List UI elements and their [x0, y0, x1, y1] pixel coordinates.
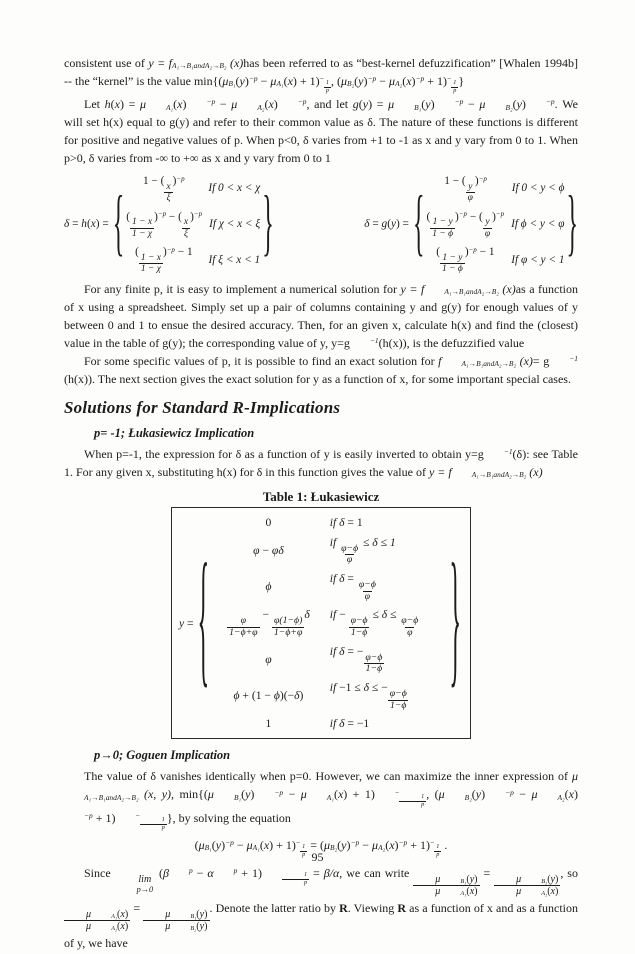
equation-label: δ = h(x) = [64, 218, 109, 230]
table-value: 0 [265, 515, 272, 529]
table-row [213, 535, 445, 566]
table-row [213, 716, 445, 731]
piecewise-condition: If ξ < x < 1 [208, 253, 261, 266]
table-caption: Table 1: Łukasiewicz [262, 488, 380, 504]
piecewise-expression: ( $\frac{1 - x}{1 - \chi}$ )−p − 1 [135, 245, 193, 275]
piecewise-condition: If χ < x < ξ [209, 218, 261, 230]
piecewise-rows [126, 174, 260, 275]
table-condition: if $\frac{\varphi-\phi}{\varphi}$ ≤ δ ≤ 1 [329, 535, 396, 566]
piecewise-expression: 1 − ( $\frac{x}{\xi}$ )−p [142, 174, 185, 204]
table-row [213, 644, 445, 675]
table-condition: if δ = 1 [329, 515, 363, 529]
table-condition: if δ = −1 [329, 717, 370, 731]
paragraph-h-g-definitions: Let h(x) = μ A₁(x) −p − μ A₂(x) −p, and let g(y) = μ B₁(y) −p − μ B₂(y) −p. We will set h(x) equal to g(y) and refer to their common value as δ. The nature of these functions is different for positive and negative values of p. When p<0, δ varies from +1 to -1 as x and y vary from 0 to 1. When p>0, δ varies from -∞ to +∞ as x and y vary from 0 to 1 [64, 97, 578, 166]
paragraph-exact-solution: For some specific values of p, it is possible to find an exact solution for f A₁→B₁andA₂→B₂ (x)= g −1(h(x)). The next section gives the exact solution for y as a function of x, for some important special cases. [64, 353, 578, 386]
table-lhs: y = [179, 616, 194, 630]
piecewise-row [126, 174, 260, 204]
piecewise-expression: ( $\frac{1 - x}{1 - \chi}$ )−p − ( $\frac{x}{\xi}$ )−p [126, 210, 203, 239]
table-condition: if −1 ≤ δ ≤ − $\frac{\varphi-\phi}{1-\phi}$ [329, 681, 407, 711]
page-content [64, 54, 578, 954]
table-row [213, 515, 445, 530]
table-value: φ [265, 652, 272, 666]
table-row [213, 680, 445, 711]
paragraph-lukasiewicz-intro: When p=-1, the expression for δ as a function of y is easily inverted to obtain y=g −1(δ): see Table 1. For any given x, substituting h(x) for δ in this function gives the value of y = f A₁→B₁andA₂→B₂ (x) [64, 446, 578, 480]
piecewise-expression: 1 − ( $\frac{y}{\varphi}$ )−p [444, 174, 487, 204]
table-row [213, 571, 445, 602]
piecewise-condition: If 0 < x < χ [208, 182, 261, 195]
piecewise-expression: ( $\frac{1 - y}{1 - \phi}$ )−p − 1 [436, 245, 495, 275]
table-row [213, 607, 445, 638]
piecewise-expression: ( $\frac{1 - y}{1 - \phi}$ )−p − ( $\frac{y}{\varphi}$ )−p [426, 210, 505, 239]
equation-delta-g-of-y: δ = g(y) = { 1 − ( $\frac{y}{\varphi}$ )−p If 0 < y < ϕ ( $\frac{1 - y}{1 - \phi}$ )−p − ( $\frac{y}{\varphi}$ )−p If ϕ < y < φ ( $\frac{1 - y}{1 - \phi}$ )−p − 1 If φ < y < 1 } [364, 174, 578, 275]
table-value: $\frac{\varphi}{1-\phi+\varphi}$ − $\frac{\varphi(1-\phi)}{1-\phi+\varphi}$ δ [229, 608, 310, 639]
paragraph-numerical-solution: For any finite p, it is easy to implement a numerical solution for y = f A₁→B₁andA₂→B₂ (x)as a function of x using a spreadsheet. Simply set up a pair of columns containing y and g(y) for enough values of y between 0 and 1 to ensue the desired accuracy. Then, for an given x, calculate h(x) and find the (closest) value in the table of g(y); the corresponding value of y, y=g −1(h(x)), is the defuzzified value [64, 281, 579, 350]
table-value: 1 [265, 717, 272, 731]
piecewise-condition: If 0 < y < ϕ [511, 182, 565, 195]
paragraph-best-kernel: consistent use of y = fA₁→B₁andA₂→B₂ (x)has been referred to as “best-kernel defuzzification” [Whalen 1994b] -- the “kernel” is the value min{(μB₁(y)−p − μA₁(x) + 1)− $\frac{1}{p}$ , (μB₂(y)−p − μA₂(x)−p + 1)− $\frac{1}{p}$ } [64, 56, 578, 95]
section-heading: Solutions for Standard R-Implications [64, 397, 341, 417]
piecewise-rows [426, 174, 564, 275]
piecewise-condition: If φ < y < 1 [511, 253, 565, 266]
equation-goguen: (μB₁(y)−p − μA₁(x) + 1)− $\frac{1}{p}$ = (μB₂(y)−p − μA₂(x)−p + 1)− $\frac{1}{p}$ . [194, 837, 448, 858]
piecewise-row [126, 210, 260, 240]
table-value: ϕ + (1 − ϕ)(−δ) [233, 689, 304, 703]
table-condition: if δ = $\frac{\varphi-\phi}{\varphi}$ [329, 572, 376, 602]
lukasiewicz-table: y = { 0 if δ = 1 φ − φδ if $\frac{\varphi-\phi}{\varphi}$ ≤ δ ≤ 1 ϕ if δ = $\frac{\varphi-\phi}{\varphi}$ $\frac{\varphi}{1-\phi+\varphi}$ − $\frac{\varphi(1-\phi)}{1-\phi+\varphi}$ δ if − $\frac{\varphi-\phi}{1-\phi}$ ≤ δ ≤ $\frac{\varphi-\phi}{\varphi}$ φ if δ = − $\frac{\varphi-\phi}{1-\phi}$ ϕ + (1 − ϕ)(−δ) if −1 ≤ δ ≤ − $\frac{\varphi-\phi}{1-\phi}$ 1 if δ = −1 } [171, 507, 471, 739]
piecewise-row [126, 245, 260, 275]
table-value: φ − φδ [253, 544, 284, 558]
piecewise-equations-row [64, 174, 578, 275]
piecewise-row [426, 174, 564, 204]
piecewise-condition: If ϕ < y < φ [511, 218, 565, 230]
table-condition: if − $\frac{\varphi-\phi}{1-\phi}$ ≤ δ ≤ $\frac{\varphi-\phi}{\varphi}$ [329, 608, 419, 639]
equation-label: δ = g(y) = [364, 218, 409, 230]
piecewise-row [426, 210, 564, 240]
paragraph-limit-ratio: Since lim p→0 (β p − α p + 1) $\frac{1}{p}$ = β/α, we can write $\frac{\text{μ B₁(y)}}{\text{μ A₁(x)}}$ = $\frac{\text{μ B₂(y)}}{\text{μ A₂(x)}}$ , so $\frac{\text{μ A₁(x)}}{\text{μ A₂(x)}}$ = $\frac{\text{μ B₁(y)}}{\text{μ B₂(y)}}$ . Denote the latter ratio by R. Viewing R as a function of x and as a function of y, we have [64, 865, 578, 951]
piecewise-row [426, 245, 564, 275]
paragraph-goguen-intro: The value of δ vanishes identically when p=0. However, we can maximize the inner expression of μA₁→B₁andA₂→B₂ (x, y), min{(μ B₁(y) −p − μ A₁(x) + 1) − $\frac{1}{p}$ , (μ B₂(y) −p − μ A₂(x)−p + 1) − $\frac{1}{p}$ }, by solving the equation [84, 769, 578, 831]
subheading-goguen: p→0; Goguen Implication [94, 748, 231, 763]
table-rows [213, 515, 445, 731]
equation-delta-h-of-x: δ = h(x) = { 1 − ( $\frac{x}{\xi}$ )−p If 0 < x < χ ( $\frac{1 - x}{1 - \chi}$ )−p − ( $\frac{x}{\xi}$ )−p If χ < x < ξ ( $\frac{1 - x}{1 - \chi}$ )−p − 1 If ξ < x < 1 } [64, 174, 274, 275]
subheading-lukasiewicz: p= -1; Łukasiewicz Implication [94, 425, 255, 440]
page-number: 95 [311, 850, 324, 864]
table-condition: if δ = − $\frac{\varphi-\phi}{1-\phi}$ [329, 644, 383, 675]
table-value: ϕ [265, 580, 272, 594]
